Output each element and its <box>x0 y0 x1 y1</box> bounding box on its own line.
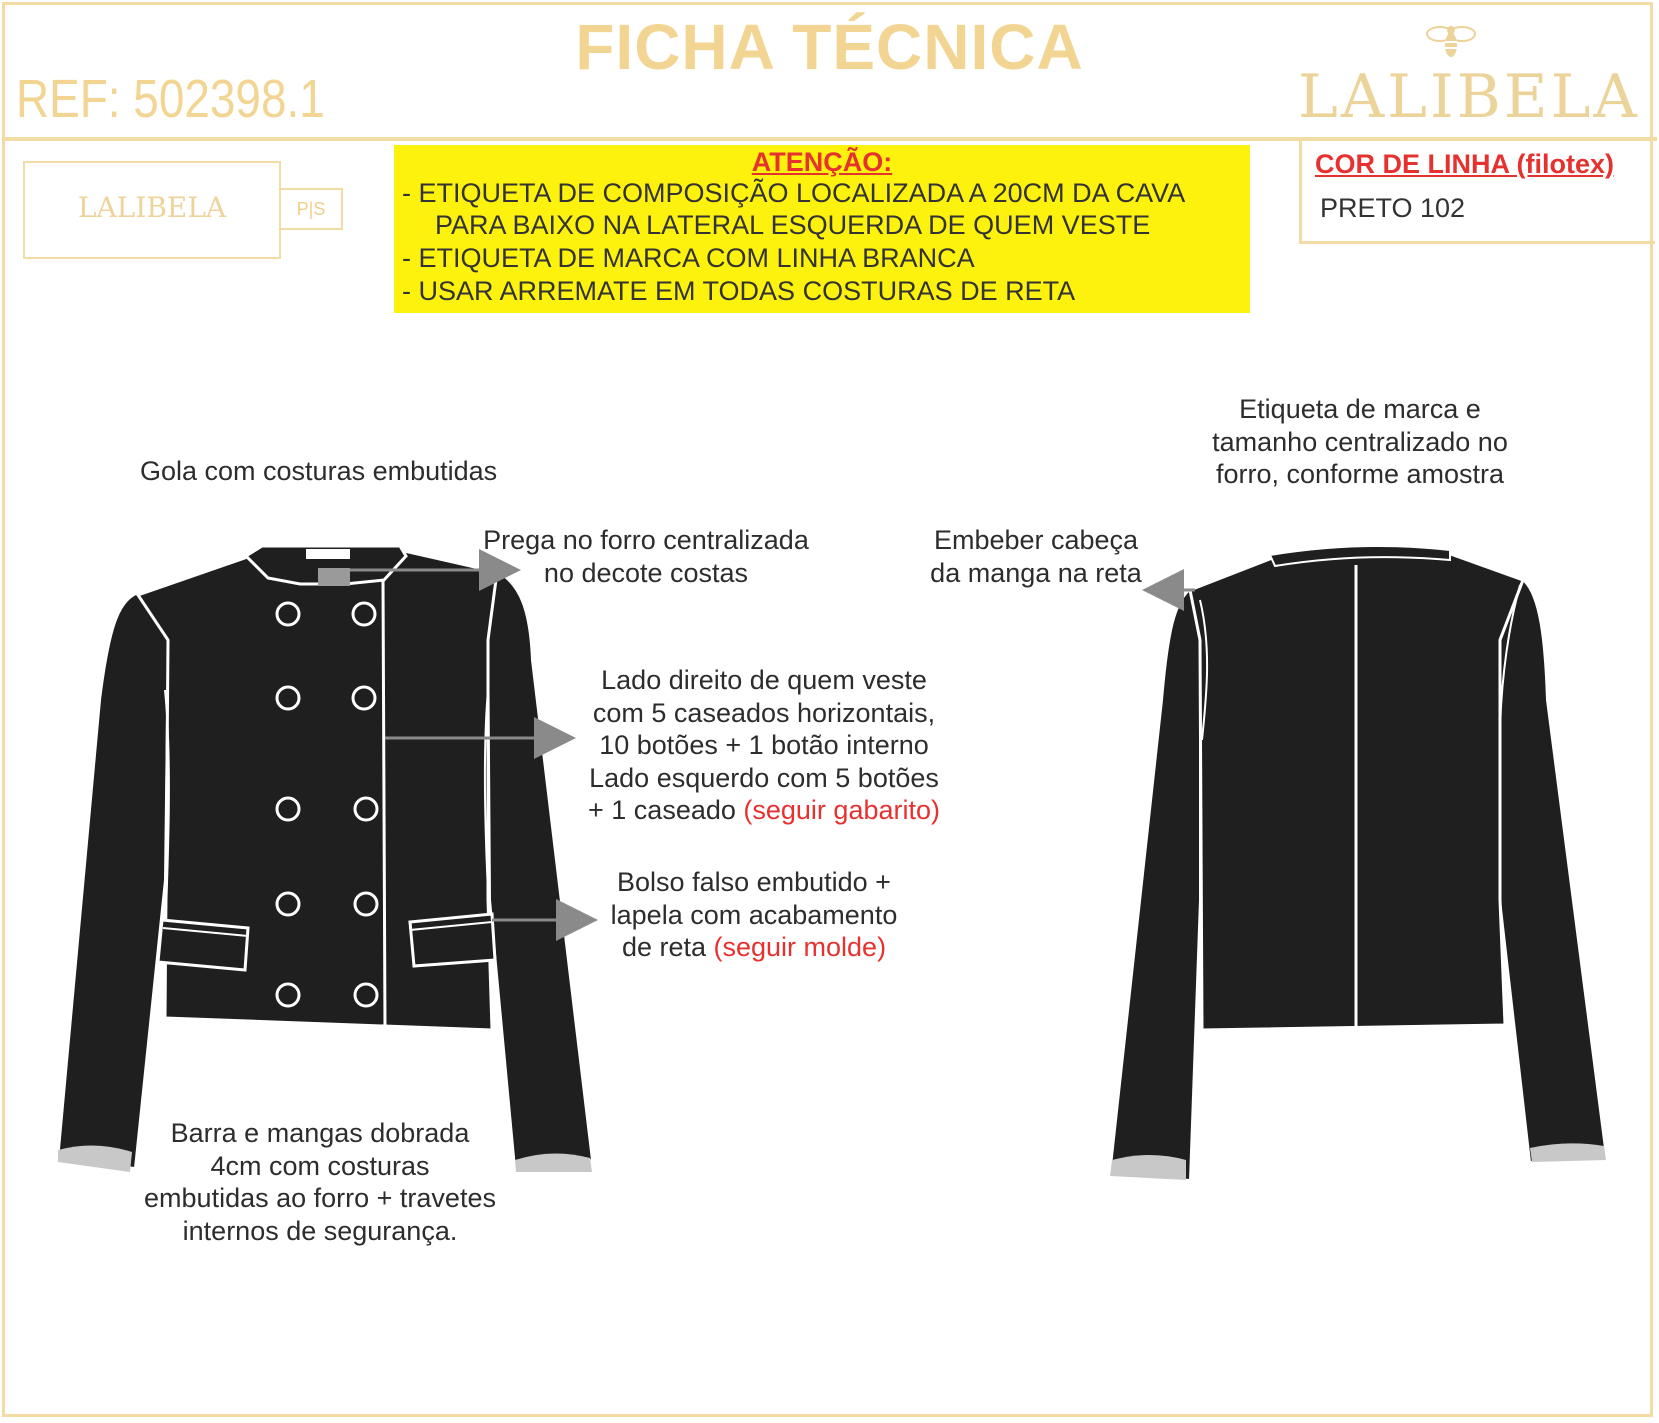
note-red-text: (seguir molde) <box>713 932 887 962</box>
note-line: Bolso falso embutido + <box>617 867 891 897</box>
note-line: Embeber cabeça <box>933 525 1139 555</box>
reference-code: REF: 502398.1 <box>16 69 325 129</box>
note-line: 10 botões + 1 botão interno <box>599 730 929 760</box>
note-line: com 5 caseados horizontais, <box>592 697 936 728</box>
note-line: Lado direito de quem veste <box>601 665 927 695</box>
size-tag: P|S <box>279 188 343 230</box>
brand-logo: LALIBELA <box>1298 62 1640 132</box>
note-back-label <box>1180 393 1540 491</box>
attention-line: - USAR ARREMATE EM TODAS COSTURAS DE RETA <box>402 276 1076 306</box>
front-view-jacket <box>58 546 592 1172</box>
note-red-text: (seguir gabarito) <box>743 795 940 825</box>
note-line: Lado esquerdo com 5 botões <box>589 762 939 793</box>
note-collar: Gola com costuras embutidas <box>140 456 498 486</box>
attention-line: - ETIQUETA DE MARCA COM LINHA BRANCA <box>402 243 975 273</box>
attention-line: - ETIQUETA DE COMPOSIÇÃO LOCALIZADA A 20CM DA CAVA <box>402 178 1186 208</box>
label-brand-text: LALIBELA <box>77 191 227 224</box>
back-view-jacket <box>1110 546 1606 1180</box>
note-hem <box>120 1117 520 1247</box>
note-line <box>584 931 924 964</box>
note-line: Barra e mangas dobrada <box>170 1118 470 1148</box>
note-text: de reta <box>621 932 714 962</box>
note-line: forro, conforme amostra <box>1215 459 1505 489</box>
attention-line: PARA BAIXO NA LATERAL ESQUERDA DE QUEM VESTE <box>420 210 1151 240</box>
note-line: tamanho centralizado no <box>1212 426 1508 457</box>
note-line: no decote costas <box>543 557 749 588</box>
note-pocket <box>584 866 924 964</box>
note-text: + 1 caseado <box>588 795 744 825</box>
thread-color-title: COR DE LINHA (filotex) <box>1315 149 1614 179</box>
note-line: Etiqueta de marca e <box>1239 394 1481 424</box>
note-line <box>574 794 954 827</box>
note-right-side <box>574 664 954 827</box>
thread-color-value: PRETO 102 <box>1320 193 1466 223</box>
note-line: Prega no forro centralizada <box>483 525 809 555</box>
note-line: 4cm com costuras <box>210 1150 430 1181</box>
note-line: internos de segurança. <box>182 1215 458 1246</box>
note-line: lapela com acabamento <box>610 899 898 930</box>
note-pleat <box>466 524 826 589</box>
attention-title: ATENÇÃO: <box>751 147 893 177</box>
note-line: embutidas ao forro + travetes <box>144 1183 496 1213</box>
note-line: da manga na reta <box>930 557 1142 588</box>
note-sleeve <box>916 524 1156 589</box>
page-title: FICHA TÉCNICA <box>575 11 1084 83</box>
